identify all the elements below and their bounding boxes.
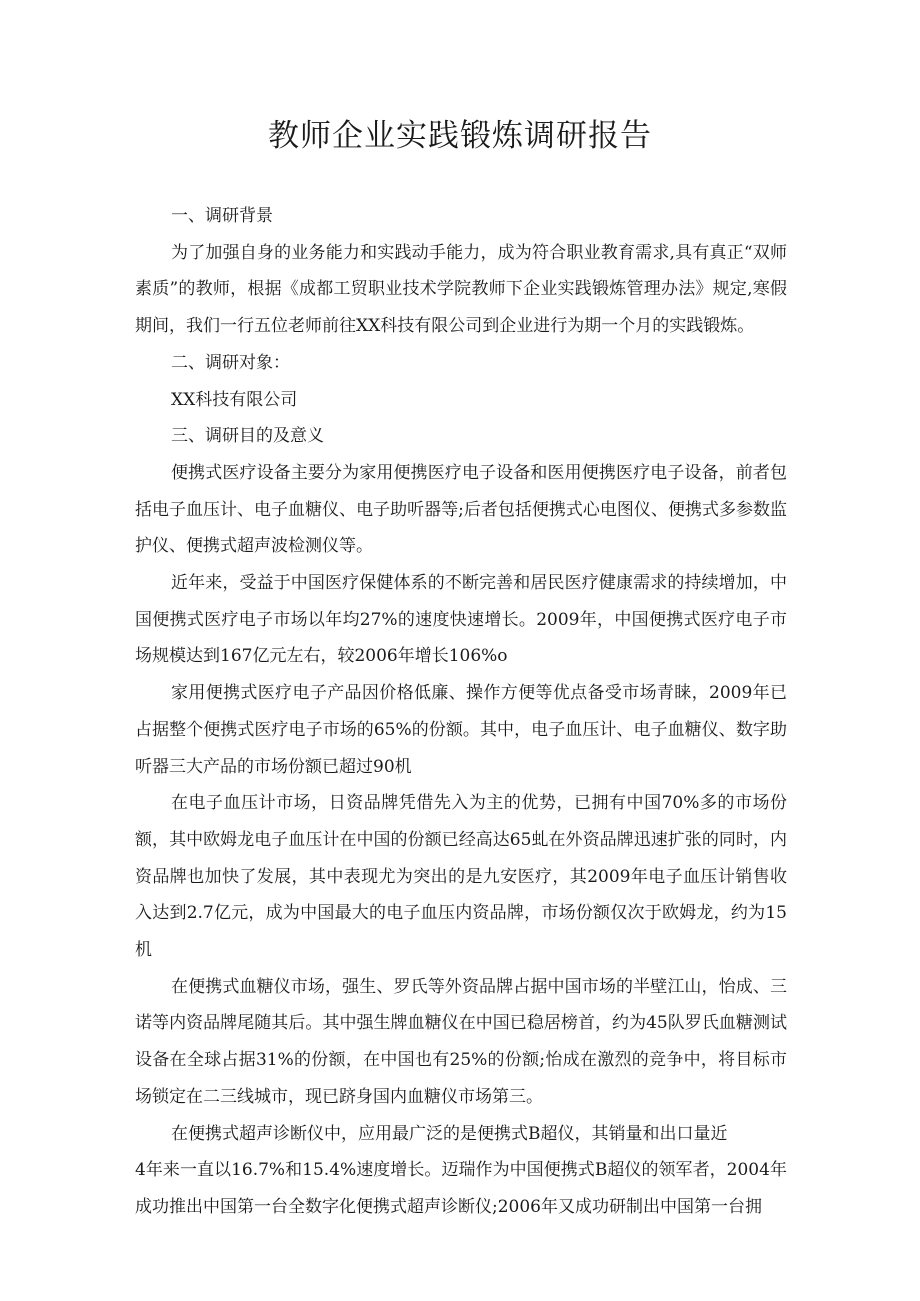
subject-company: XX科技有限公司 <box>171 389 298 410</box>
paragraph-blood-pressure: 在电子血压计市场，日资品牌凭借先入为主的优势，已拥有中国70%多的市场份额，其中欧姆龙电子血压计在中国的份额已经高达65虬在外资品牌迅速扩张的同时，内资品牌也加快了发展，其中表现尤为突出的是九安医疗，其2009年电子血压计销售收入达到2.7亿元，成为中国最大的电子血压内资品牌，市场份额仅次于欧姆龙，约为15机 <box>135 793 787 961</box>
paragraph-market-growth: 近年来，受益于中国医疗保健体系的不断完善和居民医疗健康需求的持续增加，中国便携式医疗电子市场以年均27%的速度快速增长。2009年，中国便携式医疗电子市场规模达到167亿元左右，较2006年增长106%o <box>135 573 787 667</box>
paragraph-ultrasound-continued: 4年来一直以16.7%和15.4%速度增长。迈瑞作为中国便携式B超仪的领军者，2004年成功推出中国第一台全数字化便携式超声诊断仪;2006年又成功研制出中国第一台拥 <box>135 1160 787 1217</box>
section-heading-background: 一、调研背景 <box>171 206 273 226</box>
document-title: 教师企业实践锻炼调研报告 <box>268 118 652 154</box>
paragraph-glucose-meter: 在便携式血糖仪市场，强生、罗氏等外资品牌占据中国市场的半壁江山，怡成、三诺等内资品牌尾随其后。其中强生牌血糖仪在中国已稳居榜首，约为45队罗氏血糖测试设备在全球占据31%的份额，在中国也有25%的份额;怡成在激烈的竞争中，将目标市场锁定在二三线城市，现已跻身国内血糖仪市场第三。 <box>135 976 787 1107</box>
section-heading-subject: 二、调研对象： <box>171 352 290 373</box>
paragraph-ultrasound-intro: 在便携式超声诊断仪中，应用最广泛的是便携式B超仪，其销量和出口量近 <box>171 1123 728 1144</box>
paragraph-background: 为了加强自身的业务能力和实践动手能力，成为符合职业教育需求,具有真正“双师素质”的教师，根据《成都工贸职业技术学院教师下企业实践锻炼管理办法》规定,寒假期间，我们一行五位老师前往XX科技有限公司到企业进行为期一个月的实践锻炼。 <box>135 242 787 337</box>
document-body <box>135 198 787 1226</box>
paragraph-home-devices: 家用便携式医疗电子产品因价格低廉、操作方便等优点备受市场青睐，2009年已占据整个便携式医疗电子市场的65%的份额。其中，电子血压计、电子血糖仪、数字助听器三大产品的市场份额已超过90机 <box>135 683 787 777</box>
section-heading-purpose: 三、调研目的及意义 <box>171 426 324 447</box>
paragraph-device-types: 便携式医疗设备主要分为家用便携医疗电子设备和医用便携医疗电子设备，前者包括电子血压计、电子血糖仪、电子助听器等;后者包括便携式心电图仪、便携式多参数监护仪、便携式超声波检测仪等。 <box>135 462 787 557</box>
